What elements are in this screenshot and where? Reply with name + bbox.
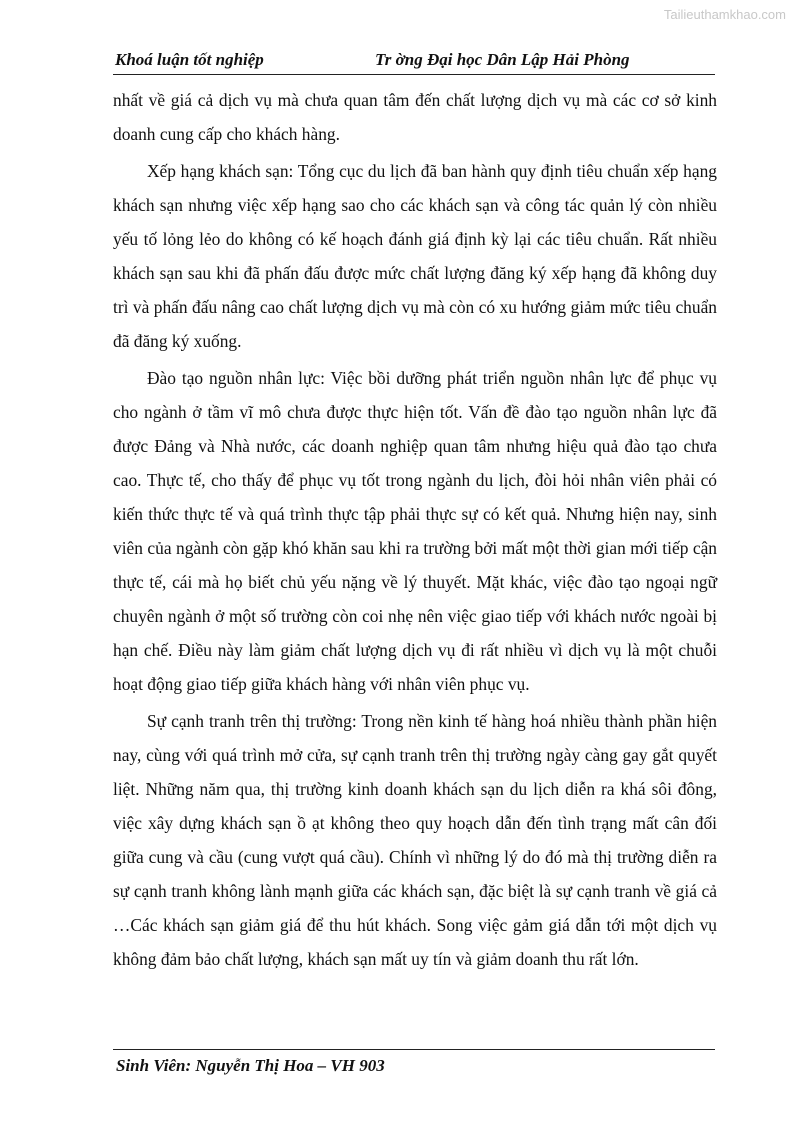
paragraph-continuation: nhất về giá cả dịch vụ mà chưa quan tâm đến chất lượng dịch vụ mà các cơ sở kinh doanh cung cấp cho khách hàng. [113,90,717,144]
footer-divider [113,1049,715,1050]
header-thesis-title: Khoá luận tốt nghiệp [115,50,264,69]
paragraph-market-competition: Sự cạnh tranh trên thị trường: Trong nền kinh tế hàng hoá nhiều thành phần hiện nay, cùng với quá trình mở cửa, sự cạnh tranh trên thị trường ngày càng gay gắt quyết liệt. Những năm qua, thị trường kinh doanh khách sạn du lịch diễn ra khá sôi đông, việc xây dựng khách sạn ồ ạt không theo quy hoạch dẫn đến tình trạng mất cân đối giữa cung và cầu (cung vượt quá cầu). Chính vì những lý do đó mà thị trường diễn ra sự cạnh tranh không lành mạnh giữa các khách sạn, đặc biệt là sự cạnh tranh về giá cả …Các khách sạn giảm giá để thu hút khách. Song việc gảm giá dẫn tới một dịch vụ không đảm bảo chất lượng, khách sạn mất uy tín và giảm doanh thu rất lớn. [113,711,717,969]
paragraph-hotel-rating: Xếp hạng khách sạn: Tổng cục du lịch đã ban hành quy định tiêu chuẩn xếp hạng khách sạn nhưng việc xếp hạng sao cho các khách sạn và công tác quản lý còn nhiều yếu tố lỏng lẻo do không có kế hoạch đánh giá định kỳ lại các tiêu chuẩn. Rất nhiều khách sạn sau khi đã phấn đấu được mức chất lượng đăng ký xếp hạng đã không duy trì và phấn đấu nâng cao chất lượng dịch vụ mà còn có xu hướng giảm mức tiêu chuẩn đã đăng ký xuống. [113,161,717,351]
document-body [113,83,717,979]
page-header [113,48,715,75]
paragraph-workforce-training: Đào tạo nguồn nhân lực: Việc bồi dưỡng phát triển nguồn nhân lực để phục vụ cho ngành ở tầm vĩ mô chưa được thực hiện tốt. Vấn đề đào tạo nguồn nhân lực đã được Đảng và Nhà nước, các doanh nghiệp quan tâm nhưng hiệu quả đào tạo chưa cao. Thực tế, cho thấy để phục vụ tốt trong ngành du lịch, đòi hỏi nhân viên phải có kiến thức thực tế và quá trình thực tập phải thực sự có kết quả. Nhưng hiện nay, sinh viên của ngành còn gặp khó khăn sau khi ra trường bởi mất một thời gian mới tiếp cận thực tế, cái mà họ biết chủ yếu nặng về lý thuyết. Mặt khác, việc đào tạo ngoại ngữ chuyên ngành ở một số trường còn coi nhẹ nên việc giao tiếp với khách nước ngoài bị hạn chế. Điều này làm giảm chất lượng dịch vụ đi rất nhiều vì dịch vụ là một chuỗi hoạt động giao tiếp giữa khách hàng với nhân viên phục vụ. [113,368,717,694]
watermark: Tailieuthamkhao.com [663,7,786,22]
header-university: Tr ờng Đại học Dân Lập Hải Phòng [375,50,630,69]
page-footer-student: Sinh Viên: Nguyễn Thị Hoa – VH 903 [116,1056,385,1075]
